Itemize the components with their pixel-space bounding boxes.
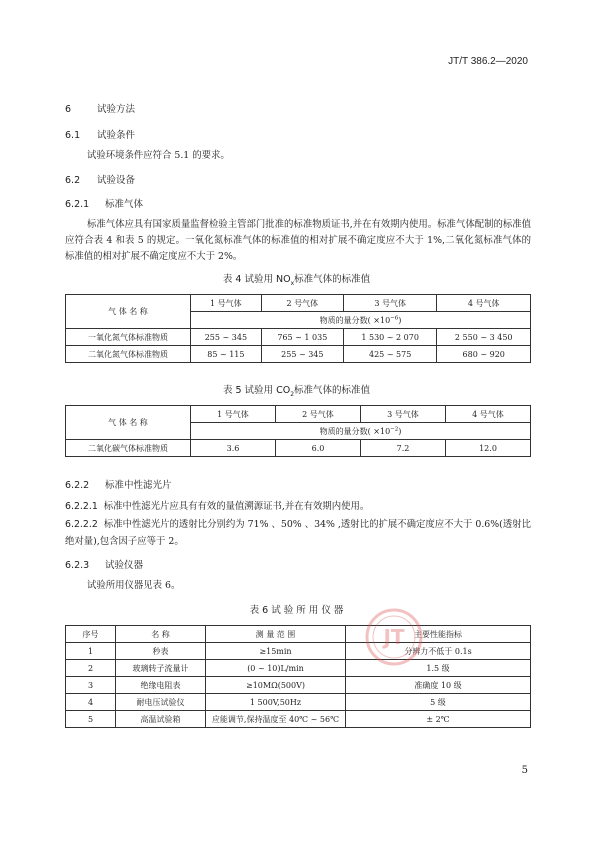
caption-text: 表 4 试验用 NO — [222, 274, 291, 285]
unit-text: 物质的量分数( ×10 — [319, 426, 391, 436]
table-cell: 2 — [66, 660, 116, 677]
table-cell: 680 ~ 920 — [437, 346, 531, 363]
caption-text: 标准气体的标准值 — [294, 274, 371, 285]
table-cell: 2 550 ~ 3 450 — [437, 329, 531, 346]
table-cell: 应能调节,保持温度至 40℃ ~ 56℃ — [206, 711, 346, 728]
table-header-cell: 2 号气体 — [276, 406, 361, 423]
table-header-cell: 序号 — [66, 626, 116, 643]
table-cell: 3 — [66, 677, 116, 694]
clause-number: 6.2.2.1 — [65, 501, 98, 512]
table-header-cell: 气 体 名 称 — [66, 406, 191, 440]
clause-number: 6.2.2.2 — [65, 519, 98, 530]
table-header-cell: 名 称 — [116, 626, 206, 643]
table-cell: 1 500V,50Hz — [206, 694, 346, 711]
section-number: 6.2.1 — [65, 199, 90, 210]
caption-subscript: x — [290, 279, 295, 287]
unit-text: 物质的量分数( ×10 — [319, 315, 391, 325]
section-6-heading — [65, 101, 135, 115]
clause-text: 标准中性滤光片的透射比分别约为 71% 、50% 、34% ,透射比的扩展不确定度应不大于 0.6%(透射比绝对量),包含因子应等于 2。 — [65, 519, 531, 547]
table-header-row — [66, 626, 531, 643]
table-cell: ≥15min — [206, 643, 346, 660]
section-6-2-2-1 — [65, 499, 531, 515]
section-number: 6.2.3 — [65, 560, 90, 571]
unit-text: ) — [398, 315, 402, 325]
table-row — [66, 677, 531, 694]
unit-cell — [191, 423, 531, 440]
table-row — [66, 660, 531, 677]
section-6-2-3-text: 试验所用仪器见表 6。 — [87, 580, 181, 591]
section-number: 6.2.2 — [65, 480, 90, 491]
section-6-2-2-heading — [65, 477, 172, 491]
table-header-cell: 1 号气体 — [191, 406, 276, 423]
table-header-cell: 1 号气体 — [191, 295, 262, 312]
table-header-row — [66, 406, 531, 423]
table-cell: ± 2℃ — [346, 711, 531, 728]
section-6-1-text: 试验环境条件应符合 5.1 的要求。 — [87, 150, 230, 161]
table-5 — [65, 405, 531, 457]
table-cell: 耐电压试验仪 — [116, 694, 206, 711]
unit-text: ) — [398, 426, 402, 436]
table-cell: ≥10MΩ(500V) — [206, 677, 346, 694]
table-header-cell: 主要性能指标 — [346, 626, 531, 643]
unit-exponent: −6 — [390, 314, 399, 321]
page-number: 5 — [521, 765, 528, 776]
jt-stamp-watermark — [364, 607, 424, 667]
table-cell: 255 ~ 345 — [261, 346, 343, 363]
table-cell: 准确度 10 级 — [346, 677, 531, 694]
table-cell: 一氧化氮气体标准物质 — [66, 329, 191, 346]
table-cell: 5 — [66, 711, 116, 728]
table-cell: 1 530 ~ 2 070 — [343, 329, 437, 346]
table-cell: 85 ~ 115 — [191, 346, 262, 363]
table-cell: 高温试验箱 — [116, 711, 206, 728]
table-cell: 分辨力不低于 0.1s — [346, 643, 531, 660]
section-title: 试验方法 — [97, 104, 136, 115]
caption-text: 标准气体的标准值 — [294, 385, 371, 396]
table-cell: 5 级 — [346, 694, 531, 711]
table-cell: 二氧化氮气体标准物质 — [66, 346, 191, 363]
table-row — [66, 329, 531, 346]
table-cell: 秒表 — [116, 643, 206, 660]
section-title: 试验设备 — [97, 175, 136, 186]
section-6-2-1-heading — [65, 196, 143, 210]
section-6-2-1-text: 标准气体应具有国家质量监督检验主管部门批准的标准物质证书,并在有效期内使用。标准气体配制的标准值应符合表 4 和表 5 的规定。一氧化氮标准气体的标准值的相对扩展不确定度应不大于 1%,二氧化氮标准气体的标准值的相对扩展不确定度应不大于 2%。 — [65, 219, 531, 262]
standard-code: JT/T 386.2—2020 — [448, 56, 528, 67]
table-row — [66, 711, 531, 728]
section-number: 6.1 — [65, 130, 81, 141]
table-row — [66, 346, 531, 363]
table-cell: 1.5 级 — [346, 660, 531, 677]
table-cell: 12.0 — [446, 440, 531, 457]
section-6-2-heading — [65, 172, 135, 186]
table-cell: 255 ~ 345 — [191, 329, 262, 346]
section-number: 6.2 — [65, 175, 81, 186]
table-cell: 7.2 — [361, 440, 446, 457]
table-6-caption: 表 6 试 验 所 用 仪 器 — [249, 605, 344, 616]
table-cell: 二氧化碳气体标准物质 — [66, 440, 191, 457]
table-header-cell: 4 号气体 — [446, 406, 531, 423]
table-cell: 765 ~ 1 035 — [261, 329, 343, 346]
caption-text: 表 5 试验用 CO — [222, 385, 291, 396]
table-6 — [65, 625, 531, 728]
table-header-cell: 2 号气体 — [261, 295, 343, 312]
table-cell: (0 ~ 10)L/min — [206, 660, 346, 677]
table-row — [66, 440, 531, 457]
clause-text: 标准中性滤光片应具有有效的量值溯源证书,并在有效期内使用。 — [103, 501, 370, 512]
caption-subscript: 2 — [290, 390, 295, 398]
table-4-caption — [0, 271, 593, 287]
table-header-row — [66, 295, 531, 312]
table-cell: 绝缘电阻表 — [116, 677, 206, 694]
section-6-2-2-2 — [65, 516, 531, 550]
table-cell: 3.6 — [191, 440, 276, 457]
table-cell: 4 — [66, 694, 116, 711]
table-5-caption — [0, 382, 593, 398]
section-6-2-3-heading — [65, 557, 143, 571]
table-header-cell: 测 量 范 围 — [206, 626, 346, 643]
section-title: 标准气体 — [105, 199, 144, 210]
section-number: 6 — [65, 104, 72, 115]
table-cell: 玻璃转子流量计 — [116, 660, 206, 677]
table-header-cell: 气 体 名 称 — [66, 295, 191, 329]
section-title: 试验条件 — [97, 130, 136, 141]
svg-text:JT: JT — [383, 625, 405, 649]
section-title: 试验仪器 — [105, 560, 144, 571]
table-row — [66, 694, 531, 711]
section-title: 标准中性滤光片 — [105, 480, 172, 491]
table-4 — [65, 294, 531, 363]
unit-exponent: −2 — [390, 425, 399, 432]
unit-cell — [191, 312, 531, 329]
table-row — [66, 643, 531, 660]
table-cell: 1 — [66, 643, 116, 660]
table-cell: 6.0 — [276, 440, 361, 457]
table-header-cell: 3 号气体 — [361, 406, 446, 423]
section-6-1-heading — [65, 127, 135, 141]
table-header-cell: 3 号气体 — [343, 295, 437, 312]
table-header-cell: 4 号气体 — [437, 295, 531, 312]
table-cell: 425 ~ 575 — [343, 346, 437, 363]
